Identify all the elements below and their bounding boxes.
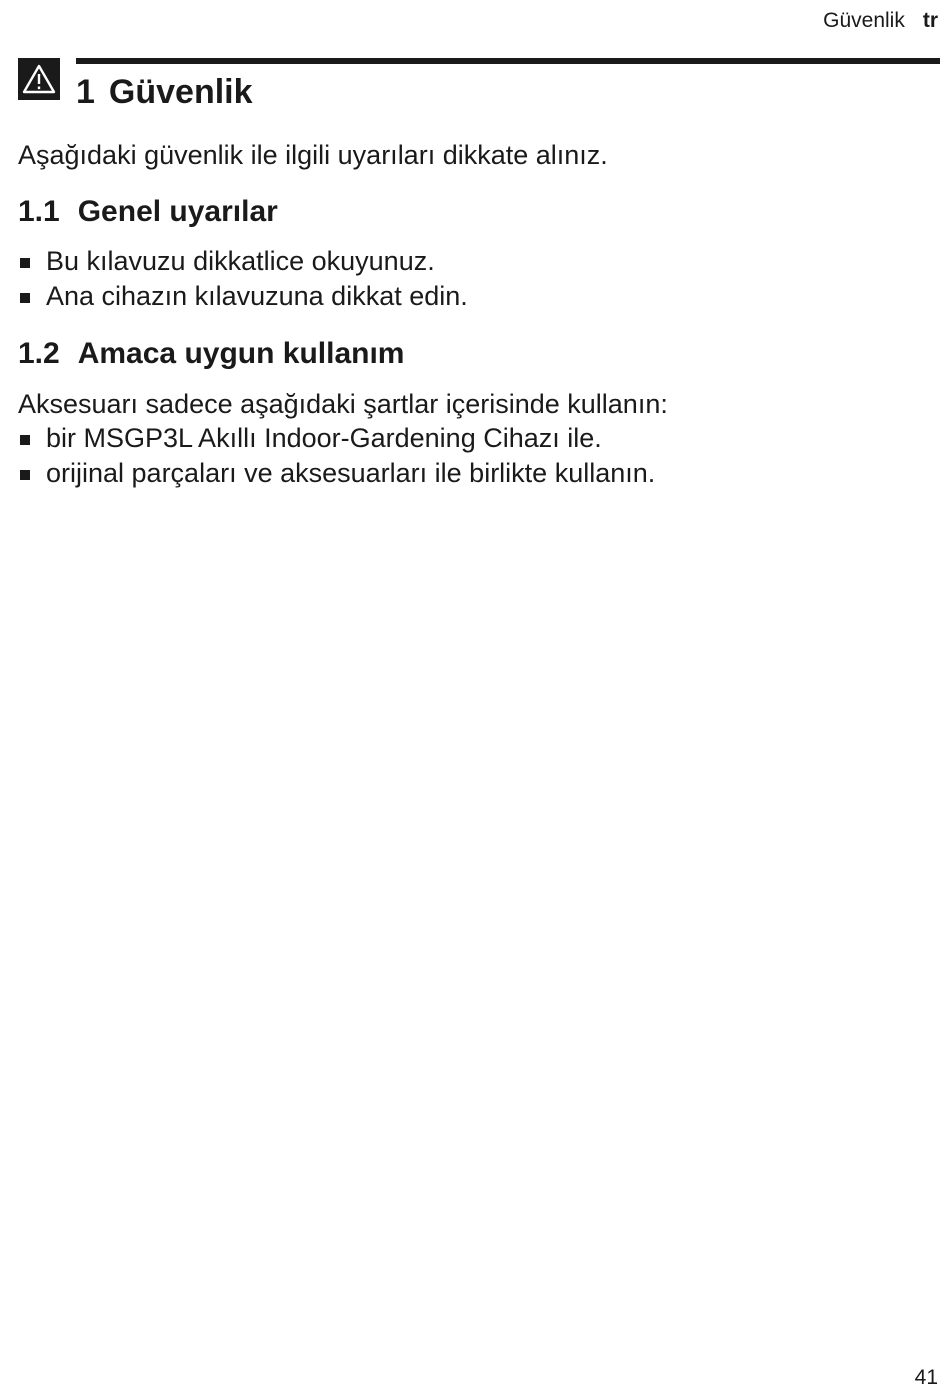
list-item-text: Ana cihazın kılavuzuna dikkat edin. xyxy=(46,281,468,311)
warning-triangle-icon xyxy=(18,58,60,100)
warning-triangle-glyph xyxy=(22,64,56,94)
square-bullet-icon xyxy=(20,470,30,480)
intended-use-lead: Aksesuarı sadece aşağıdaki şartlar içerisinde kullanın: xyxy=(18,389,668,419)
chapter-title xyxy=(76,72,253,112)
list-item xyxy=(18,279,468,314)
section-heading-1-1 xyxy=(18,194,278,230)
list-item xyxy=(18,244,468,279)
header-language-code: tr xyxy=(922,9,938,32)
chapter-rule xyxy=(76,58,940,64)
square-bullet-icon xyxy=(20,258,30,268)
section-title: Amaca uygun kullanım xyxy=(77,337,405,370)
section-title: Genel uyarılar xyxy=(77,195,278,228)
header-section-name: Güvenlik xyxy=(823,9,905,32)
list-item xyxy=(18,421,655,456)
section-heading-1-2 xyxy=(18,336,404,372)
section-number: 1.1 xyxy=(18,195,60,228)
general-warnings-list xyxy=(18,244,468,314)
section-number: 1.2 xyxy=(18,337,60,370)
square-bullet-icon xyxy=(20,293,30,303)
running-header xyxy=(823,8,938,34)
chapter-number: 1 xyxy=(76,73,95,111)
list-item-text: Bu kılavuzu dikkatlice okuyunuz. xyxy=(46,246,435,276)
intended-use-list xyxy=(18,421,655,491)
square-bullet-icon xyxy=(20,435,30,445)
list-item-text: bir MSGP3L Akıllı Indoor-Gardening Cihazı ile. xyxy=(46,423,602,453)
chapter-intro: Aşağıdaki güvenlik ile ilgili uyarıları dikkate alınız. xyxy=(18,140,608,170)
page-number: 41 xyxy=(914,1366,938,1389)
list-item-text: orijinal parçaları ve aksesuarları ile birlikte kullanın. xyxy=(46,458,656,488)
chapter-title-text: Güvenlik xyxy=(108,73,253,111)
list-item xyxy=(18,456,655,491)
